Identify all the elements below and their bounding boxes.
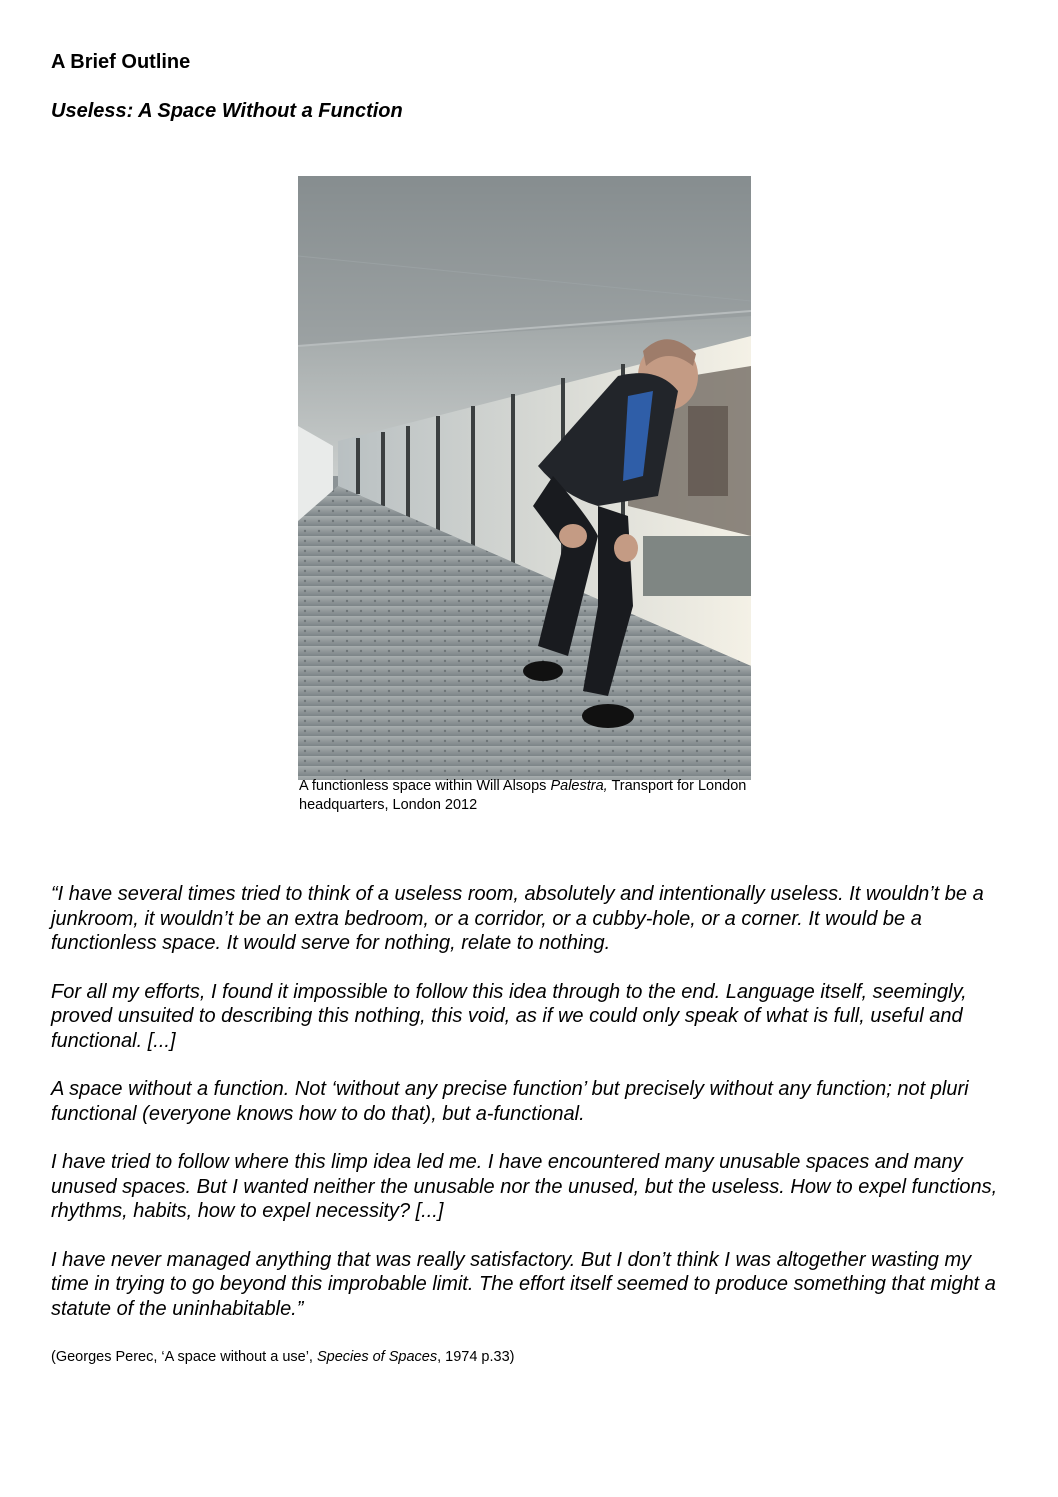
corridor-photo-illustration (298, 176, 751, 780)
perec-quote (51, 882, 1011, 1345)
citation (51, 1349, 515, 1365)
quote-paragraph: For all my efforts, I found it impossible to follow this idea through to the end. Language itself, seemingly, proved unsuited to describing this nothing, this void, as if we could only speak of what is full, useful and functional. [...] (51, 980, 967, 1052)
quote-paragraph: I have never managed anything that was really satisfactory. But I don’t think I was altogether wasting my time in trying to go beyond this improbable limit. The effort itself seemed to produce something that might a statute of the uninhabitable.” (51, 1248, 996, 1320)
corridor-photo (298, 176, 751, 780)
caption-italic: Palestra, (550, 778, 608, 794)
caption-suffix: Transport for London headquarters, London 2012 (299, 778, 747, 813)
quote-paragraph: I have tried to follow where this limp idea led me. I have encountered many unusable spaces and many unused spaces. But I wanted neither the unusable nor the unused, but the useless. How to expel functions, rhythms, habits, how to expel necessity? [...] (51, 1151, 998, 1222)
citation-prefix: (Georges Perec, ‘A space without a use’, (51, 1349, 317, 1365)
quote-paragraph: “I have several times tried to think of a useless room, absolutely and intentionally useless. It wouldn’t be a junkroom, it wouldn’t be an extra bedroom, or a corridor, or a cubby-hole, or a corner. It would be a functionless space. It would serve for nothing, relate to nothing. (51, 883, 984, 954)
page-subtitle: Useless: A Space Without a Function (51, 100, 403, 122)
quote-paragraph: A space without a function. Not ‘without any precise function’ but precisely without any function; not pluri functional (everyone knows how to do that), but a-functional. (51, 1078, 969, 1125)
caption-prefix: A functionless space within Will Alsops (299, 778, 551, 794)
citation-suffix: , 1974 p.33) (437, 1349, 515, 1365)
figure-caption (299, 777, 759, 815)
citation-italic: Species of Spaces (316, 1349, 438, 1365)
page-title: A Brief Outline (51, 51, 191, 73)
